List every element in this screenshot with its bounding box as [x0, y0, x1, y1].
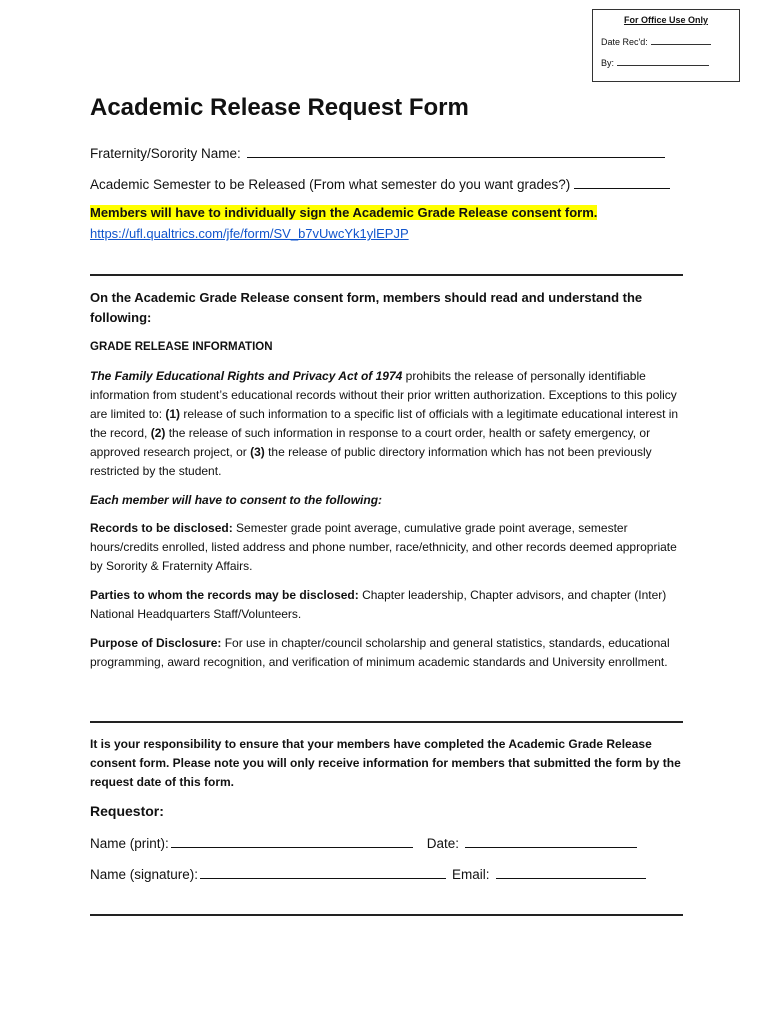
- office-date-received-row: [601, 36, 731, 47]
- responsibility-text: It is your responsibility to ensure that your members have completed the Academic Grade Release consent form. Please note you will only receive information for members that submitted the form by the request date of this form.: [90, 737, 681, 789]
- office-date-received-label: Date Rec'd:: [601, 37, 648, 47]
- fraternity-name-label: Fraternity/Sorority Name:: [90, 146, 241, 161]
- date-label: Date:: [426, 836, 460, 851]
- ferpa-paragraph: [90, 367, 683, 481]
- name-signature-row: [90, 864, 646, 882]
- purpose-label: Purpose of Disclosure:: [90, 636, 222, 650]
- parties-text: Chapter leadership, Chapter advisors, and chapter (Inter) National Headquarters Staff/Volunteers.: [90, 588, 667, 621]
- office-by-field[interactable]: [617, 57, 709, 66]
- records-paragraph: [90, 519, 683, 576]
- email-field[interactable]: [496, 864, 646, 879]
- fraternity-name-row: [90, 143, 665, 161]
- parties-label: Parties to whom the records may be disclosed:: [90, 588, 359, 602]
- exception-1-number: (1): [165, 407, 181, 421]
- email-label: Email:: [452, 867, 490, 882]
- exception-1-text: release of such information to a specific list of officials with a legitimate educational interest in the record,: [90, 407, 679, 440]
- exception-2-number: (2): [150, 426, 166, 440]
- purpose-text: For use in chapter/council scholarship and general statistics, standards, educational programming, award recognition, and verification of minimum academic standards and University enrollment.: [90, 636, 670, 669]
- page-title: Academic Release Request Form: [90, 94, 469, 121]
- divider-2: [90, 721, 683, 723]
- consent-form-link[interactable]: https://ufl.qualtrics.com/jfe/form/SV_b7vUwcYk1ylEPJP: [90, 226, 409, 241]
- semester-label: Academic Semester to be Released (From what semester do you want grades?): [90, 177, 571, 192]
- office-date-received-field[interactable]: [651, 36, 711, 45]
- name-print-label: Name (print):: [90, 836, 169, 851]
- office-by-label: By:: [601, 58, 615, 68]
- records-text: Semester grade point average, cumulative grade point average, semester hours/credits enrolled, listed address and phone number, race/ethnicity, and other records deemed appropriate by Sorority & Fraternity Affairs.: [90, 521, 677, 573]
- office-use-title: For Office Use Only: [623, 15, 709, 25]
- records-label: Records to be disclosed:: [90, 521, 233, 535]
- parties-paragraph: [90, 586, 683, 624]
- requestor-heading: Requestor:: [90, 803, 164, 819]
- info-heading: On the Academic Grade Release consent form, members should read and understand the following:: [90, 290, 643, 325]
- divider-1: [90, 274, 683, 276]
- fraternity-name-field[interactable]: [247, 143, 665, 158]
- semester-row: [90, 174, 670, 192]
- purpose-paragraph: [90, 634, 683, 672]
- office-use-box: [592, 9, 740, 82]
- office-by-row: [601, 57, 731, 68]
- exception-3-text: the release of public directory information which has not been previously restricted by the student.: [90, 445, 652, 478]
- date-field[interactable]: [465, 833, 637, 848]
- exception-2-text: the release of such information in response to a court order, health or safety emergency, or approved research project, or: [90, 426, 651, 459]
- divider-3: [90, 914, 683, 916]
- ferpa-act-name: The Family Educational Rights and Privacy Act of 1974: [90, 369, 403, 383]
- name-signature-field[interactable]: [200, 864, 446, 879]
- consent-notice: Members will have to individually sign the Academic Grade Release consent form.: [90, 205, 598, 220]
- ferpa-text: prohibits the release of personally identifiable information from student’s educational records without their prior written authorization. Exceptions to this policy are limited to:: [90, 369, 677, 421]
- notice-row: [90, 204, 597, 222]
- semester-field[interactable]: [574, 174, 670, 189]
- exception-3-number: (3): [250, 445, 265, 459]
- name-signature-label: Name (signature):: [90, 867, 199, 882]
- grade-release-heading: GRADE RELEASE INFORMATION: [90, 341, 273, 353]
- consent-heading: Each member will have to consent to the following:: [90, 493, 383, 507]
- name-print-row: [90, 833, 637, 851]
- link-row: [90, 225, 409, 243]
- name-print-field[interactable]: [171, 833, 413, 848]
